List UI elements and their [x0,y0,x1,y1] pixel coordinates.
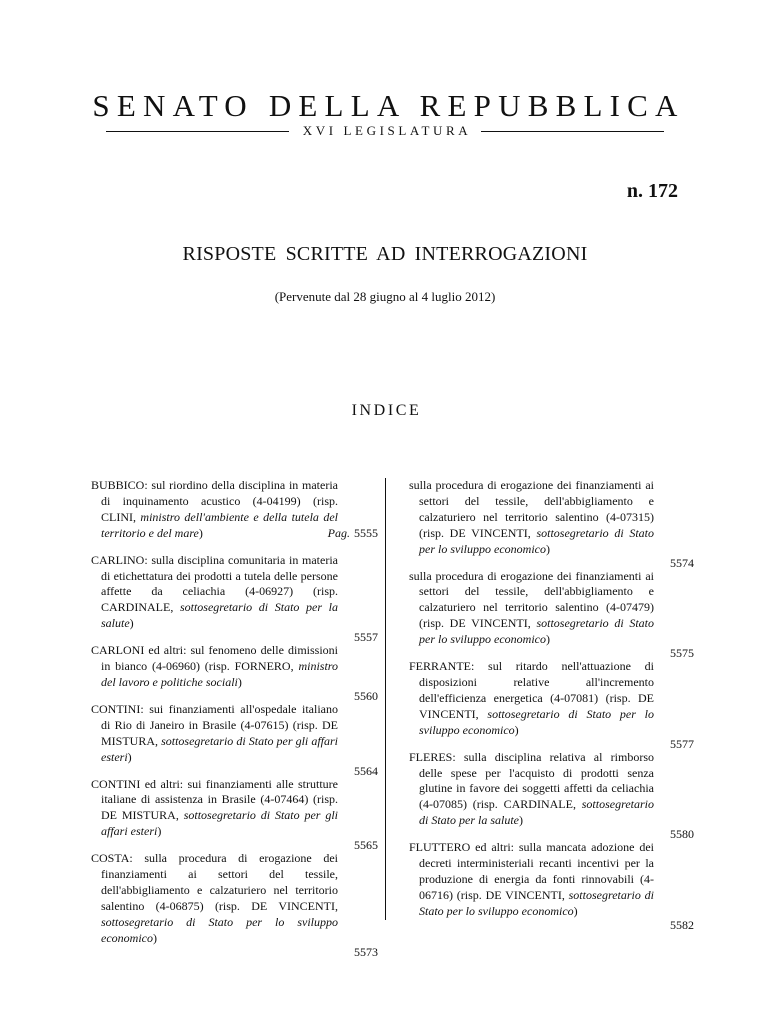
index-heading: INDICE [351,402,422,419]
legislature-row [106,122,664,140]
index-column-left [91,478,378,958]
entry-tail: ) [157,824,162,839]
period-note: (Pervenute dal 28 giugno al 4 luglio 2012) [274,289,496,304]
entry-role: sottosegretario di Stato per gli affari esteri [101,808,338,839]
entry-text: CONTINI: sui finanziamenti all'ospedale italiano di Rio di Janeiro in Brasile (4-07615) (risp. DE MISTURA, [91,701,338,748]
page-number: 5580 [670,827,694,842]
entry-tail: ) [152,930,157,945]
page-number: 5574 [670,555,694,570]
entry-text: sulla procedura di erogazione dei finanziamenti ai settori del tessile, dell'abbigliamento e calzaturiero nel territorio salentino (4-07315) (risp. DE VINCENTI, [409,478,654,540]
entry-text: FERRANTE: sul ritardo nell'attuazione di disposizioni relative all'incremento dell'efficienza energetica (4-07081) (risp. DE VINCENTI, [409,659,654,721]
page-number: 5557 [354,630,378,645]
entry-text: CARLONI ed altri: sul fenomeno delle dimissioni in bianco (4-06960) (risp. FORNERO, [91,643,338,674]
issue-number: n. 172 [626,180,678,202]
column-divider [385,478,386,920]
entry-tail: ) [129,616,134,631]
entry-role: ministro del lavoro e politiche sociali [101,659,338,689]
entry-tail: ) [545,541,550,556]
entry-text: COSTA: sulla procedura di erogazione dei finanziamenti ai settori del tessile, dell'abbigliamento e calzaturiero nel territorio salentino (4-06875) (risp. DE VINCENTI, [91,851,338,913]
legislature-label: XVI LEGISLATURA [302,123,472,138]
entry-text: FLERES: sulla disciplina relativa al rimborso delle spese per l'acquisto di prodotti senza glutine in favore dei soggetti affetti da celiachia (4-07085) (risp. CARDINALE, [409,749,654,812]
entry-tail: ) [545,632,550,647]
institution-title: SENATO DELLA REPUBBLICA [92,88,685,123]
entry-role: ministro dell'ambiente e della tutela del territorio e del mare [101,509,338,540]
rule-left [106,131,289,132]
index-entry [91,643,378,703]
index-entry [409,840,694,932]
entry-text: CARLINO: sulla disciplina comunitaria in materia di etichettatura dei prodotti a tutela delle persone affette da celiachia (4-06927) (risp. CARDINALE, [91,552,338,615]
entry-text: CONTINI ed altri: sui finanziamenti alle strutture italiane di assistenza in Brasile (4-07464) (risp. DE MISTURA, [91,776,338,823]
entry-role: sottosegretario di Stato per lo sviluppo economico [419,887,654,918]
index-entry [409,478,694,570]
entry-tail: ) [519,813,523,828]
entry-role: sottosegretario di Stato per lo sviluppo economico [419,616,654,647]
page-number: 5565 [354,838,378,853]
index-entry [91,776,378,853]
entry-role: sottosegretario di Stato per gli affari esteri [101,733,338,764]
page-number: 5564 [354,763,378,778]
page-number: 5582 [670,917,694,932]
entry-role: sottosegretario di Stato per lo sviluppo economico [101,914,338,945]
entry-text: BUBBICO: sul riordino della disciplina in materia di inquinamento acustico (4-04199) (risp. CLINI, [91,478,338,524]
entry-text: FLUTTERO ed altri: sulla mancata adozione dei decreti interministeriali recanti incentivi per la produzione di energia da fonti rinnovabili (4-06716) (risp. DE VINCENTI, [409,840,654,902]
page-number: 5560 [354,688,378,703]
index-entry [91,701,378,778]
index-entry [409,749,694,842]
page-number: 5555 [354,525,378,540]
entry-text: sulla procedura di erogazione dei finanziamenti ai settori del tessile, dell'abbigliamento e calzaturiero nel territorio salentino (4-07479) (risp. DE VINCENTI, [409,568,654,631]
entry-tail: ) [573,903,578,918]
rule-right [481,131,664,132]
index-entry [409,659,694,751]
entry-role: sottosegretario di Stato per lo sviluppo economico [419,525,654,556]
entry-role: sottosegretario di Stato per la salute [419,797,654,828]
entry-tail: ) [237,674,242,689]
entry-tail: ) [514,722,519,737]
index-entry [409,568,694,661]
index-entry [91,478,378,542]
index-entry [91,851,378,959]
document-title: RISPOSTE SCRITTE AD INTERROGAZIONI [182,243,588,265]
index-entry [91,552,378,645]
entry-tail: ) [127,749,132,764]
page-number: 5573 [354,944,378,959]
entry-page [328,526,378,542]
page-label: Pag. [327,525,350,540]
index-column-right [409,478,694,931]
entry-role: sottosegretario di Stato per lo sviluppo economico [419,706,655,737]
page-number: 5577 [670,736,694,751]
entry-tail: ) [198,525,203,540]
page-number: 5575 [670,646,694,661]
entry-role: sottosegretario di Stato per la salute [101,600,338,631]
